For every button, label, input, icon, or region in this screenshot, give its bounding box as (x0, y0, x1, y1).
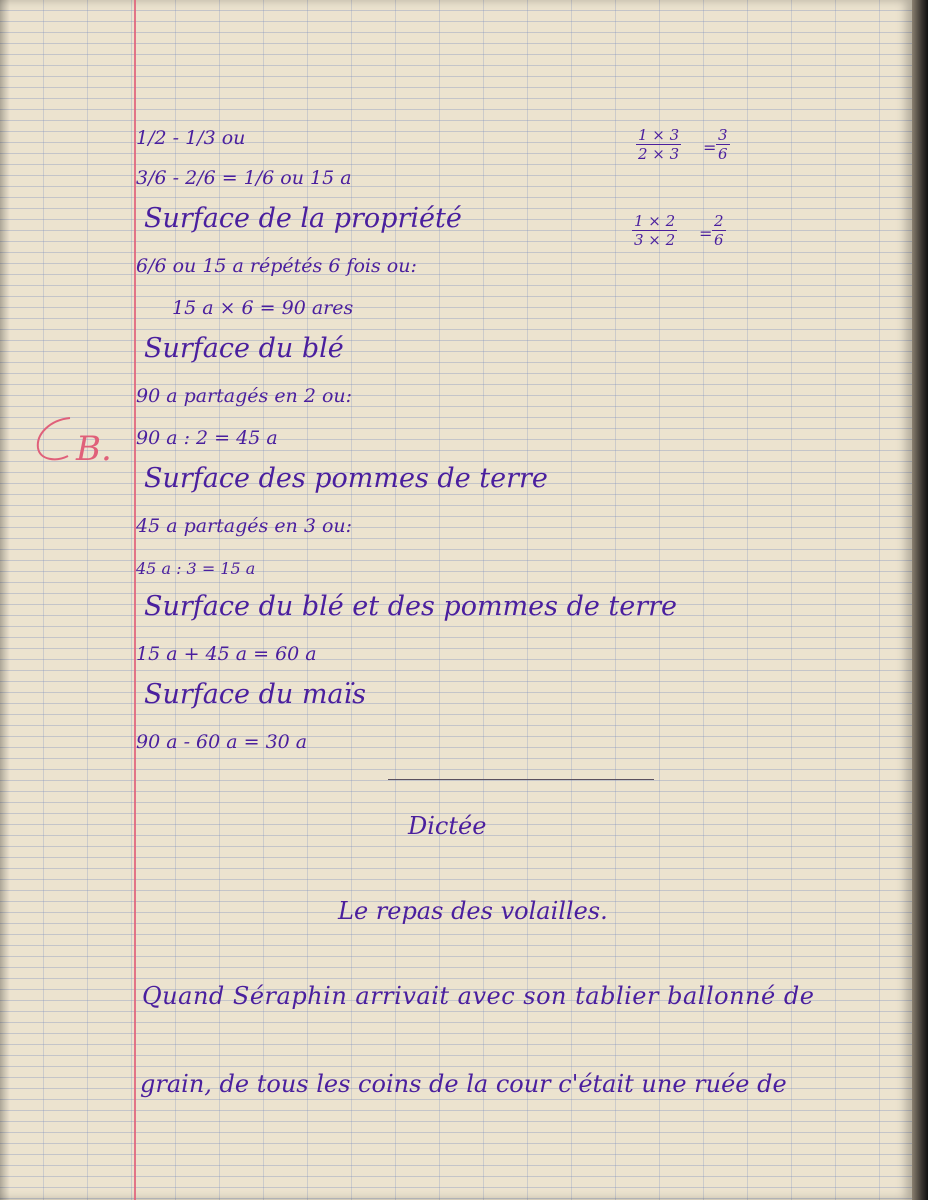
page-spine-shadow (0, 0, 10, 1200)
notebook-edge (912, 0, 928, 1200)
section-heading: Surface du blé (144, 333, 344, 364)
dictee-text-line: Quand Séraphin arrivait avec son tablier ballonné de (142, 982, 815, 1010)
calc-line: 90 a partagés en 2 ou: (136, 385, 353, 407)
calc-line: 90 a : 2 = 45 a (136, 427, 278, 449)
fraction-denominator: 2 × 3 (638, 145, 680, 163)
side-fraction-left (636, 126, 681, 163)
calc-line: 45 a partagés en 3 ou: (136, 515, 353, 537)
fraction-denominator: 3 × 2 (634, 231, 676, 249)
fraction-numerator: 1 × 3 (638, 126, 680, 144)
section-heading: Surface des pommes de terre (144, 463, 548, 494)
calc-line: 1/2 - 1/3 ou (136, 127, 246, 149)
equals-sign: = (703, 138, 717, 157)
section-heading: Surface du blé et des pommes de terre (144, 591, 678, 622)
dictee-title: Dictée (408, 812, 487, 840)
fraction-denominator: 6 (718, 145, 728, 163)
calc-line: 6/6 ou 15 a répétés 6 fois ou: (136, 255, 417, 277)
calc-line: 90 a - 60 a = 30 a (136, 731, 308, 753)
dictee-text-line: grain, de tous les coins de la cour c'était une ruée de (140, 1070, 787, 1098)
dictee-subtitle: Le repas des volailles. (338, 897, 608, 925)
grade-mark (30, 412, 125, 472)
grade-mark-text: B. (76, 429, 112, 469)
section-heading: Surface de la propriété (144, 203, 462, 234)
fraction-denominator: 6 (714, 231, 724, 249)
fraction-numerator: 3 (718, 126, 728, 144)
section-divider (388, 779, 654, 780)
section-heading: Surface du maïs (144, 679, 367, 710)
calc-line: 45 a : 3 = 15 a (136, 559, 256, 578)
equals-sign: = (699, 224, 713, 243)
side-fraction-result (716, 126, 730, 163)
calc-line: 15 a + 45 a = 60 a (136, 643, 317, 665)
side-fraction-left (632, 212, 677, 249)
side-fraction-result (712, 212, 726, 249)
fraction-numerator: 2 (714, 212, 724, 230)
calc-line: 3/6 - 2/6 = 1/6 ou 15 a (136, 167, 352, 189)
calc-line: 15 a × 6 = 90 ares (172, 297, 354, 319)
fraction-numerator: 1 × 2 (634, 212, 676, 230)
